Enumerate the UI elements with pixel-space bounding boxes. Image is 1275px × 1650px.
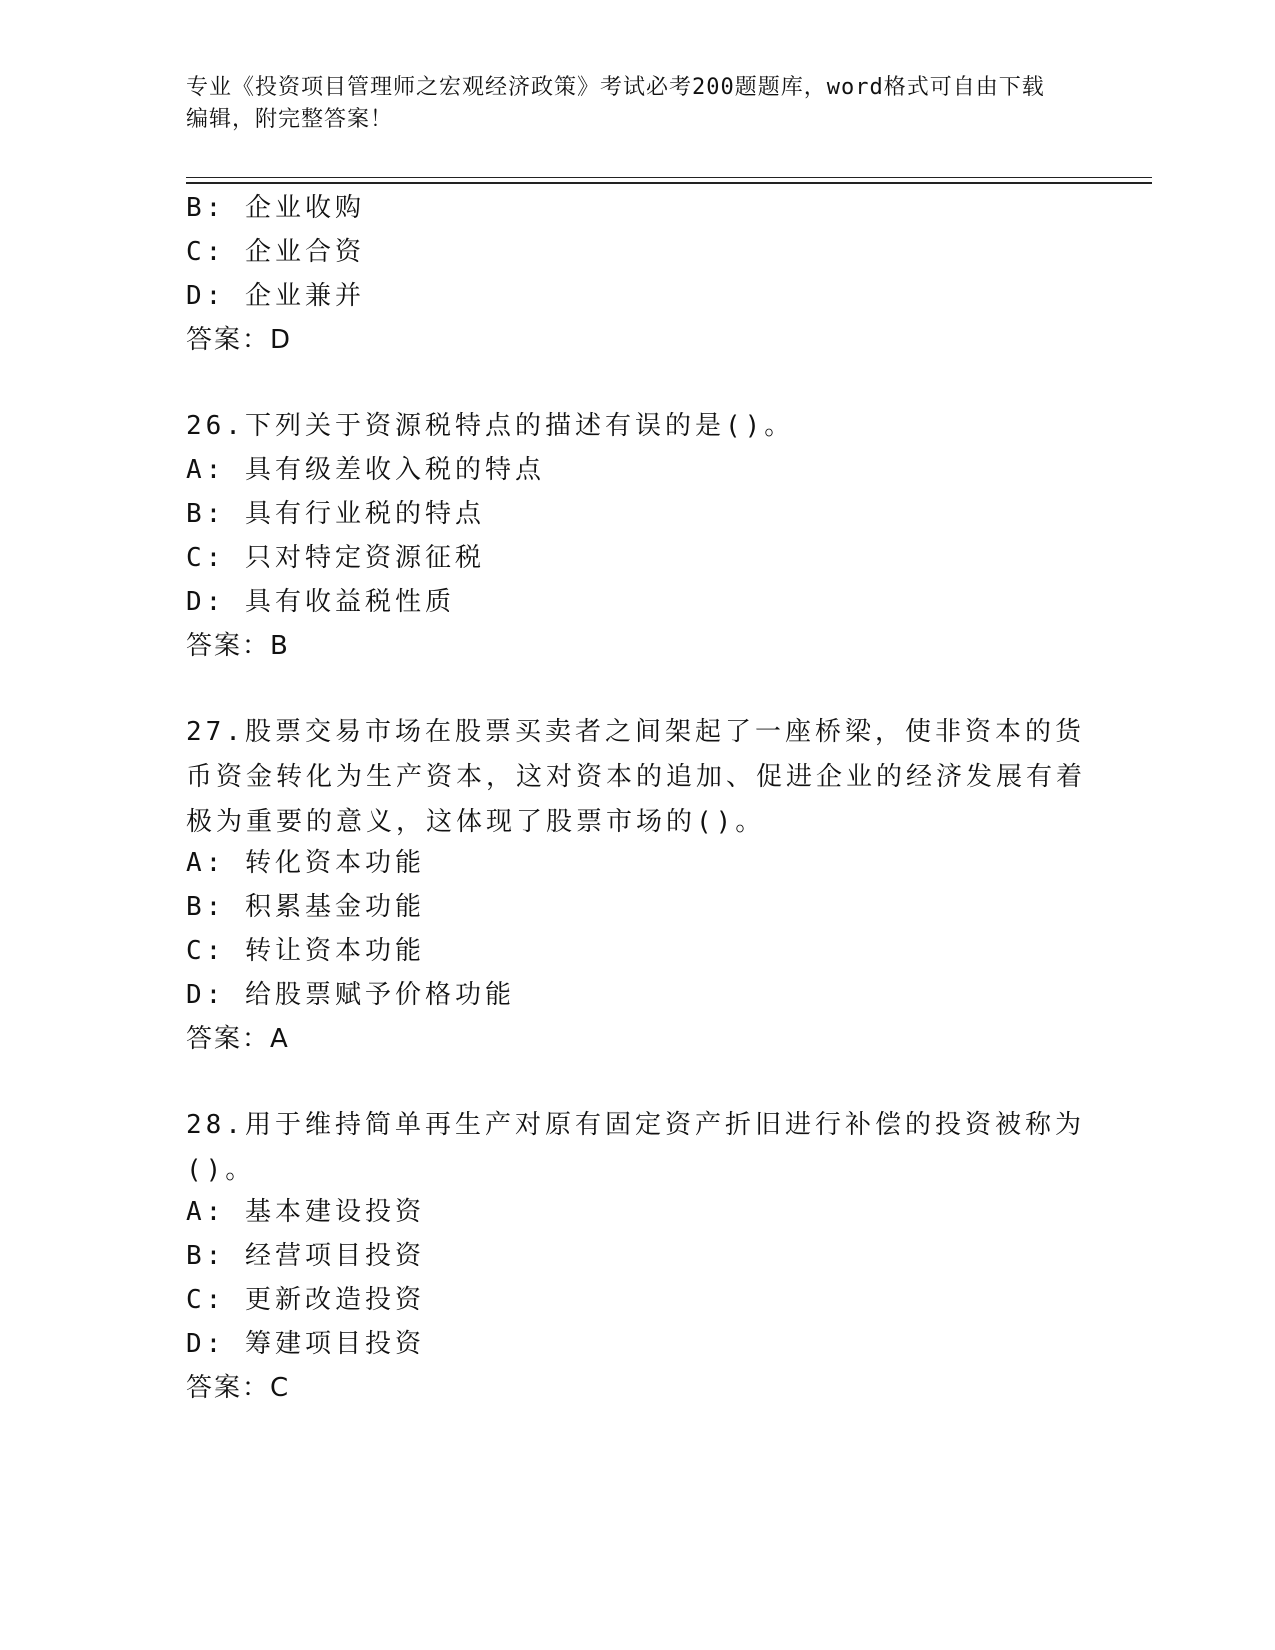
q28-option-b: B: 经营项目投资 — [186, 1241, 425, 1271]
q26-stem: 26.下列关于资源税特点的描述有误的是()。 — [186, 411, 795, 441]
q27-option-b: B: 积累基金功能 — [186, 892, 425, 922]
q28-stem: 28.用于维持简单再生产对原有固定资产折旧进行补偿的投资被称为()。 — [186, 1110, 1085, 1185]
q25-option-c: C: 企业合资 — [186, 237, 365, 267]
q28-option-d: D: 筹建项目投资 — [186, 1329, 425, 1359]
q28-option-a: A: 基本建设投资 — [186, 1197, 425, 1227]
q26-option-c: C: 只对特定资源征税 — [186, 543, 485, 573]
q26-option-a: A: 具有级差收入税的特点 — [186, 455, 545, 485]
q27-stem: 27.股票交易市场在股票买卖者之间架起了一座桥梁，使非资本的货币资金转化为生产资本，这对资本的追加、促进企业的经济发展有着极为重要的意义，这体现了股票市场的()。 — [186, 717, 1087, 837]
header-rule-thick — [186, 182, 1152, 184]
q26-option-d: D: 具有收益税性质 — [186, 587, 455, 617]
q25-answer: 答案：D — [186, 325, 293, 355]
q27-answer: 答案：A — [186, 1024, 290, 1054]
document-header: 专业《投资项目管理师之宏观经济政策》考试必考200题题库，word格式可自由下载编辑，附完整答案！ — [186, 75, 1045, 132]
q26-answer: 答案：B — [186, 631, 290, 661]
q28-answer: 答案：C — [186, 1373, 291, 1403]
q26-option-b: B: 具有行业税的特点 — [186, 499, 485, 529]
header-rule-thin — [186, 177, 1152, 178]
q25-option-d: D: 企业兼并 — [186, 281, 365, 311]
q27-option-a: A: 转化资本功能 — [186, 848, 425, 878]
q27-option-d: D: 给股票赋予价格功能 — [186, 980, 515, 1010]
q27-option-c: C: 转让资本功能 — [186, 936, 425, 966]
q25-option-b: B: 企业收购 — [186, 193, 365, 223]
q28-option-c: C: 更新改造投资 — [186, 1285, 425, 1315]
